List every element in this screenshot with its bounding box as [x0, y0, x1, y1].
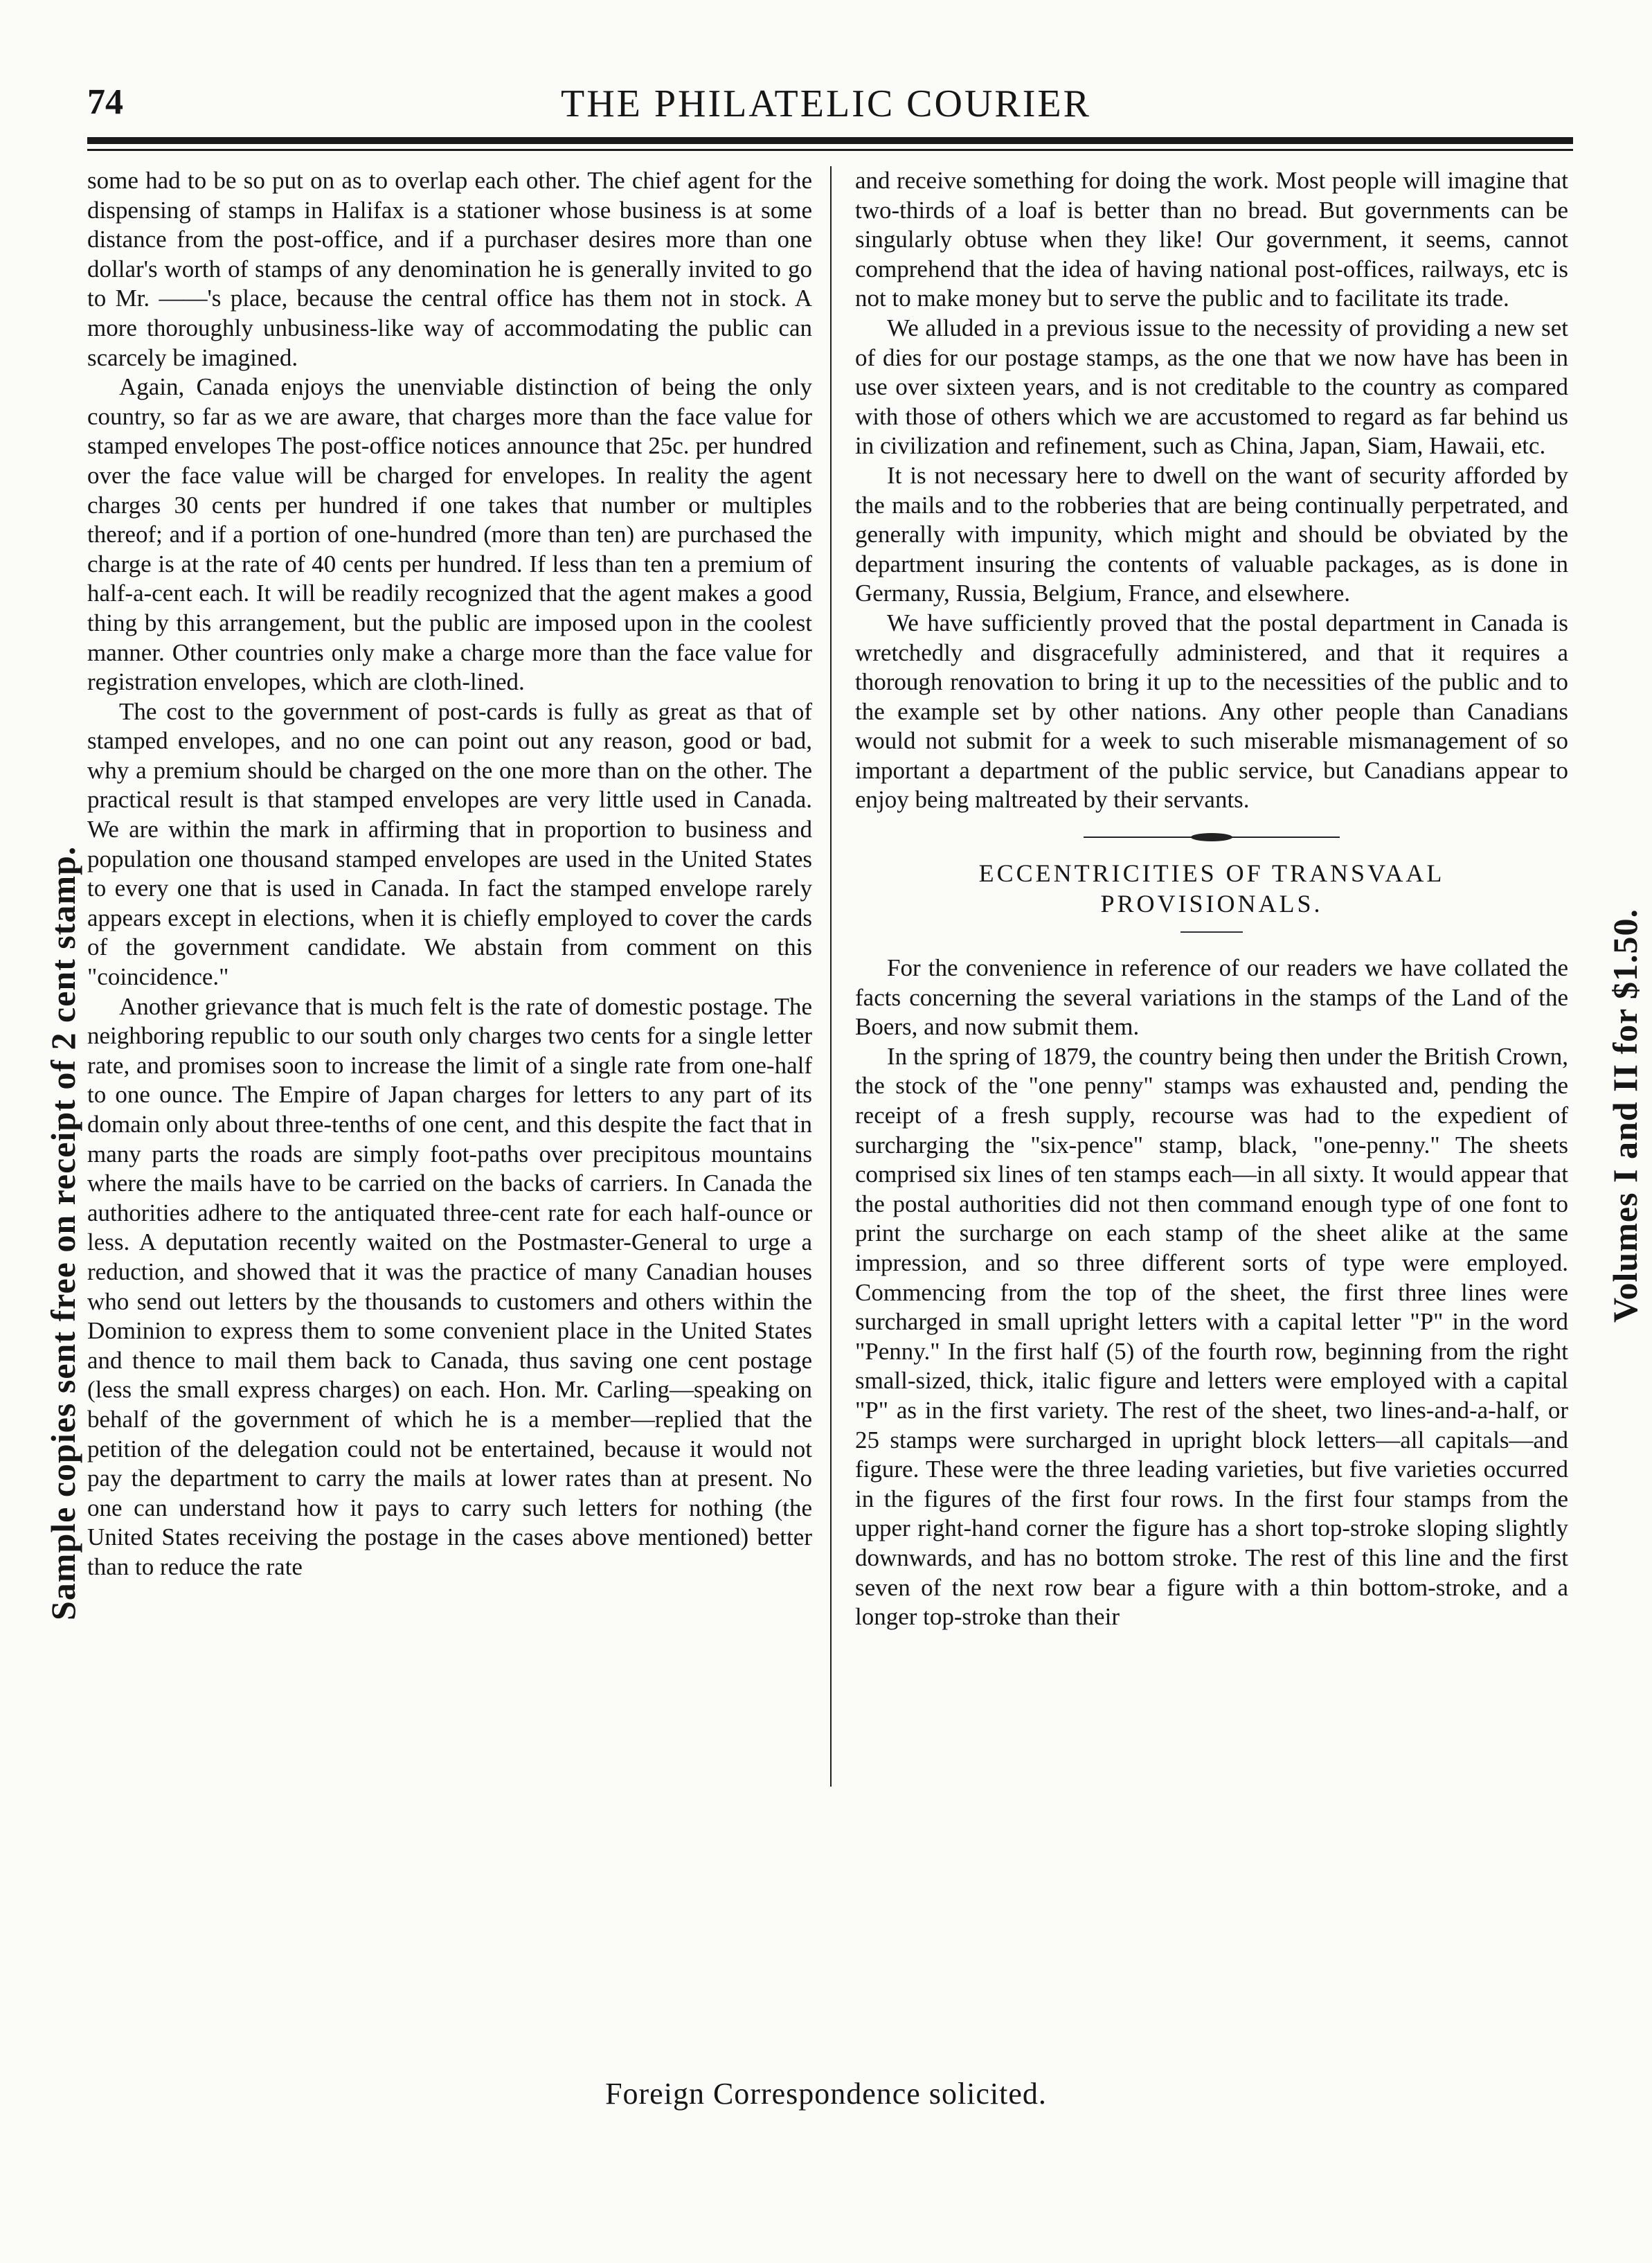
paragraph: We have sufficiently proved that the postal department in Canada is wretchedly and disgracefully administered, and that it requires a thorough renovation to bring it up to the necessities of the public and to the example set by other nations. Any other people than Canadians would not submit for a week to such miserable mismanagement of so important a department of the public service, but Canadians appear to enjoy being maltreated by their servants. — [855, 609, 1568, 814]
right-column — [855, 166, 1568, 1632]
column-divider — [830, 166, 832, 1787]
masthead-title: THE PHILATELIC COURIER — [561, 82, 1091, 125]
page-number: 74 — [87, 82, 123, 122]
paragraph: For the convenience in reference of our readers we have collated the facts concerning the several variations in the stamps of the Land of the Boers, and now submit them. — [855, 954, 1568, 1041]
paragraph: In the spring of 1879, the country being then under the British Crown, the stock of the "one penny" stamps was exhausted and, pending the receipt of a fresh supply, recourse was had to the expedient of surcharging the "six-pence" stamp, black, "one-penny." The sheets comprised six lines of ten stamps each—in all sixty. It would appear that the postal authorities did not then command enough type of one font to print the surcharge on each stamp of the sheet alike at the same impression, and so three different sorts of type were employed. Commencing from the top of the sheet, the first three lines were surcharged in small upright letters with a capital letter "P" in the word "Penny." In the first half (5) of the fourth row, beginning from the right small-sized, thick, italic figure and letters were employed with a capital "P" as in the first variety. The rest of the sheet, two lines-and-a-half, or 25 stamps were surcharged in upright block letters—all capitals—and figure. These were the three leading varieties, but five varieties occurred in the figures of the first four rows. In the first four stamps from the upper right-hand corner the figure has a short top-stroke sloping slightly downwards, and has no bottom stroke. The rest of this line and the first seven of the next row bear a figure with a thin bottom-stroke, and a longer top-stroke than their — [855, 1042, 1568, 1631]
section-ornament — [855, 833, 1568, 841]
paragraph: some had to be so put on as to overlap each other. The chief agent for the dispensing of stamps in Halifax is a stationer whose business is at some distance from the post-office, and if a purchaser desires more than one dollar's worth of stamps of any denomination he is generally invited to go to Mr. ——'s place, because the central office has them not in stock. A more thoroughly unbusiness-like way of accommodating the public can scarcely be imagined. — [87, 167, 812, 371]
section-title: ECCENTRICITIES OF TRANSVAAL PROVISIONALS. — [978, 859, 1445, 918]
paragraph: We alluded in a previous issue to the necessity of providing a new set of dies for our postage stamps, as the one that we now have has been in use over sixteen years, and is not creditable to the country as compared with those of others which we are accustomed to regard as far behind us in civilization and refinement, such as China, Japan, Siam, Hawaii, etc. — [855, 314, 1568, 460]
right-margin-notice: Volumes I and II for $1.50. — [1606, 909, 1644, 1323]
paragraph: It is not necessary here to dwell on the want of security afforded by the mails and to the robberies that are being continually perpetrated, and generally with impunity, which might and should be obviated by the department insuring the contents of valuable packages, as is done in Germany, Russia, Belgium, France, and elsewhere. — [855, 461, 1568, 607]
left-column — [87, 166, 812, 1582]
paragraph: The cost to the government of post-cards is fully as great as that of stamped envelopes, and no one can point out any reason, good or bad, why a premium should be charged on the one more than on the other. The practical result is that stamped envelopes are very little used in Canada. We are within the mark in affirming that in proportion to business and population one thousand stamped envelopes are used in the United States to every one that is used in Canada. In fact the stamped envelope rarely appears except in elections, when it is chiefly employed to cover the cards of the government candidate. We abstain from comment on this "coincidence." — [87, 697, 812, 991]
footer-notice: Foreign Correspondence solicited. — [605, 2077, 1047, 2111]
paragraph: Again, Canada enjoys the unenviable distinction of being the only country, so far as we are aware, that charges more than the face value for stamped envelopes The post-office notices announce that 25c. per hundred over the face value will be charged for envelopes. In reality the agent charges 30 cents per hundred if one takes that number or multiples thereof; and if a portion of one-hundred (more than ten) are purchased the charge is at the rate of 40 cents per hundred. If less than ten a premium of half-a-cent each. It will be readily recognized that the agent makes a good thing by this arrangement, but the public are imposed upon in the coolest manner. Other countries only make a charge more than the face value for registration envelopes, which are cloth-lined. — [87, 373, 812, 696]
header-rule-thin — [87, 149, 1573, 151]
section-title-rule — [1180, 931, 1243, 933]
left-margin-notice: Sample copies sent free on receipt of 2 cent stamp. — [44, 846, 82, 1620]
paragraph: and receive something for doing the work. Most people will imagine that two-thirds of a loaf is better than no bread. But governments can be singularly obtuse when they like! Our government, it seems, cannot comprehend that the idea of having national post-offices, railways, etc is not to make money but to serve the public and to facilitate its trade. — [855, 167, 1568, 312]
header-rule-thick — [87, 137, 1573, 144]
paragraph: Another grievance that is much felt is the rate of domestic postage. The neighboring republic to our south only charges two cents for a single letter rate, and promises soon to increase the limit of a single rate from one-half to one ounce. The Empire of Japan charges for letters to any part of its domain only about three-tenths of one cent, and this despite the fact that in many parts the roads are simply foot-paths over precipitous mountains where the mails have to be carried on the backs of carriers. In Canada the authorities adhere to the antiquated three-cent rate for each half-ounce or less. A deputation recently waited on the Postmaster-General to urge a reduction, and showed that it was the practice of many Canadian houses who send out letters by the thousands to customers and others within the Dominion to express them to some convenient place in the United States and thence to mail them back to Canada, thus saving one cent postage (less the small express charges) on each. Hon. Mr. Carling—speaking on behalf of the government of which he is a member—replied that the petition of the delegation could not be entertained, because it would not pay the department to carry the mails at lower rates than at present. No one can understand how it pays to carry such letters for nothing (the United States receiving the postage in the cases above mentioned) better than to reduce the rate — [87, 992, 812, 1580]
